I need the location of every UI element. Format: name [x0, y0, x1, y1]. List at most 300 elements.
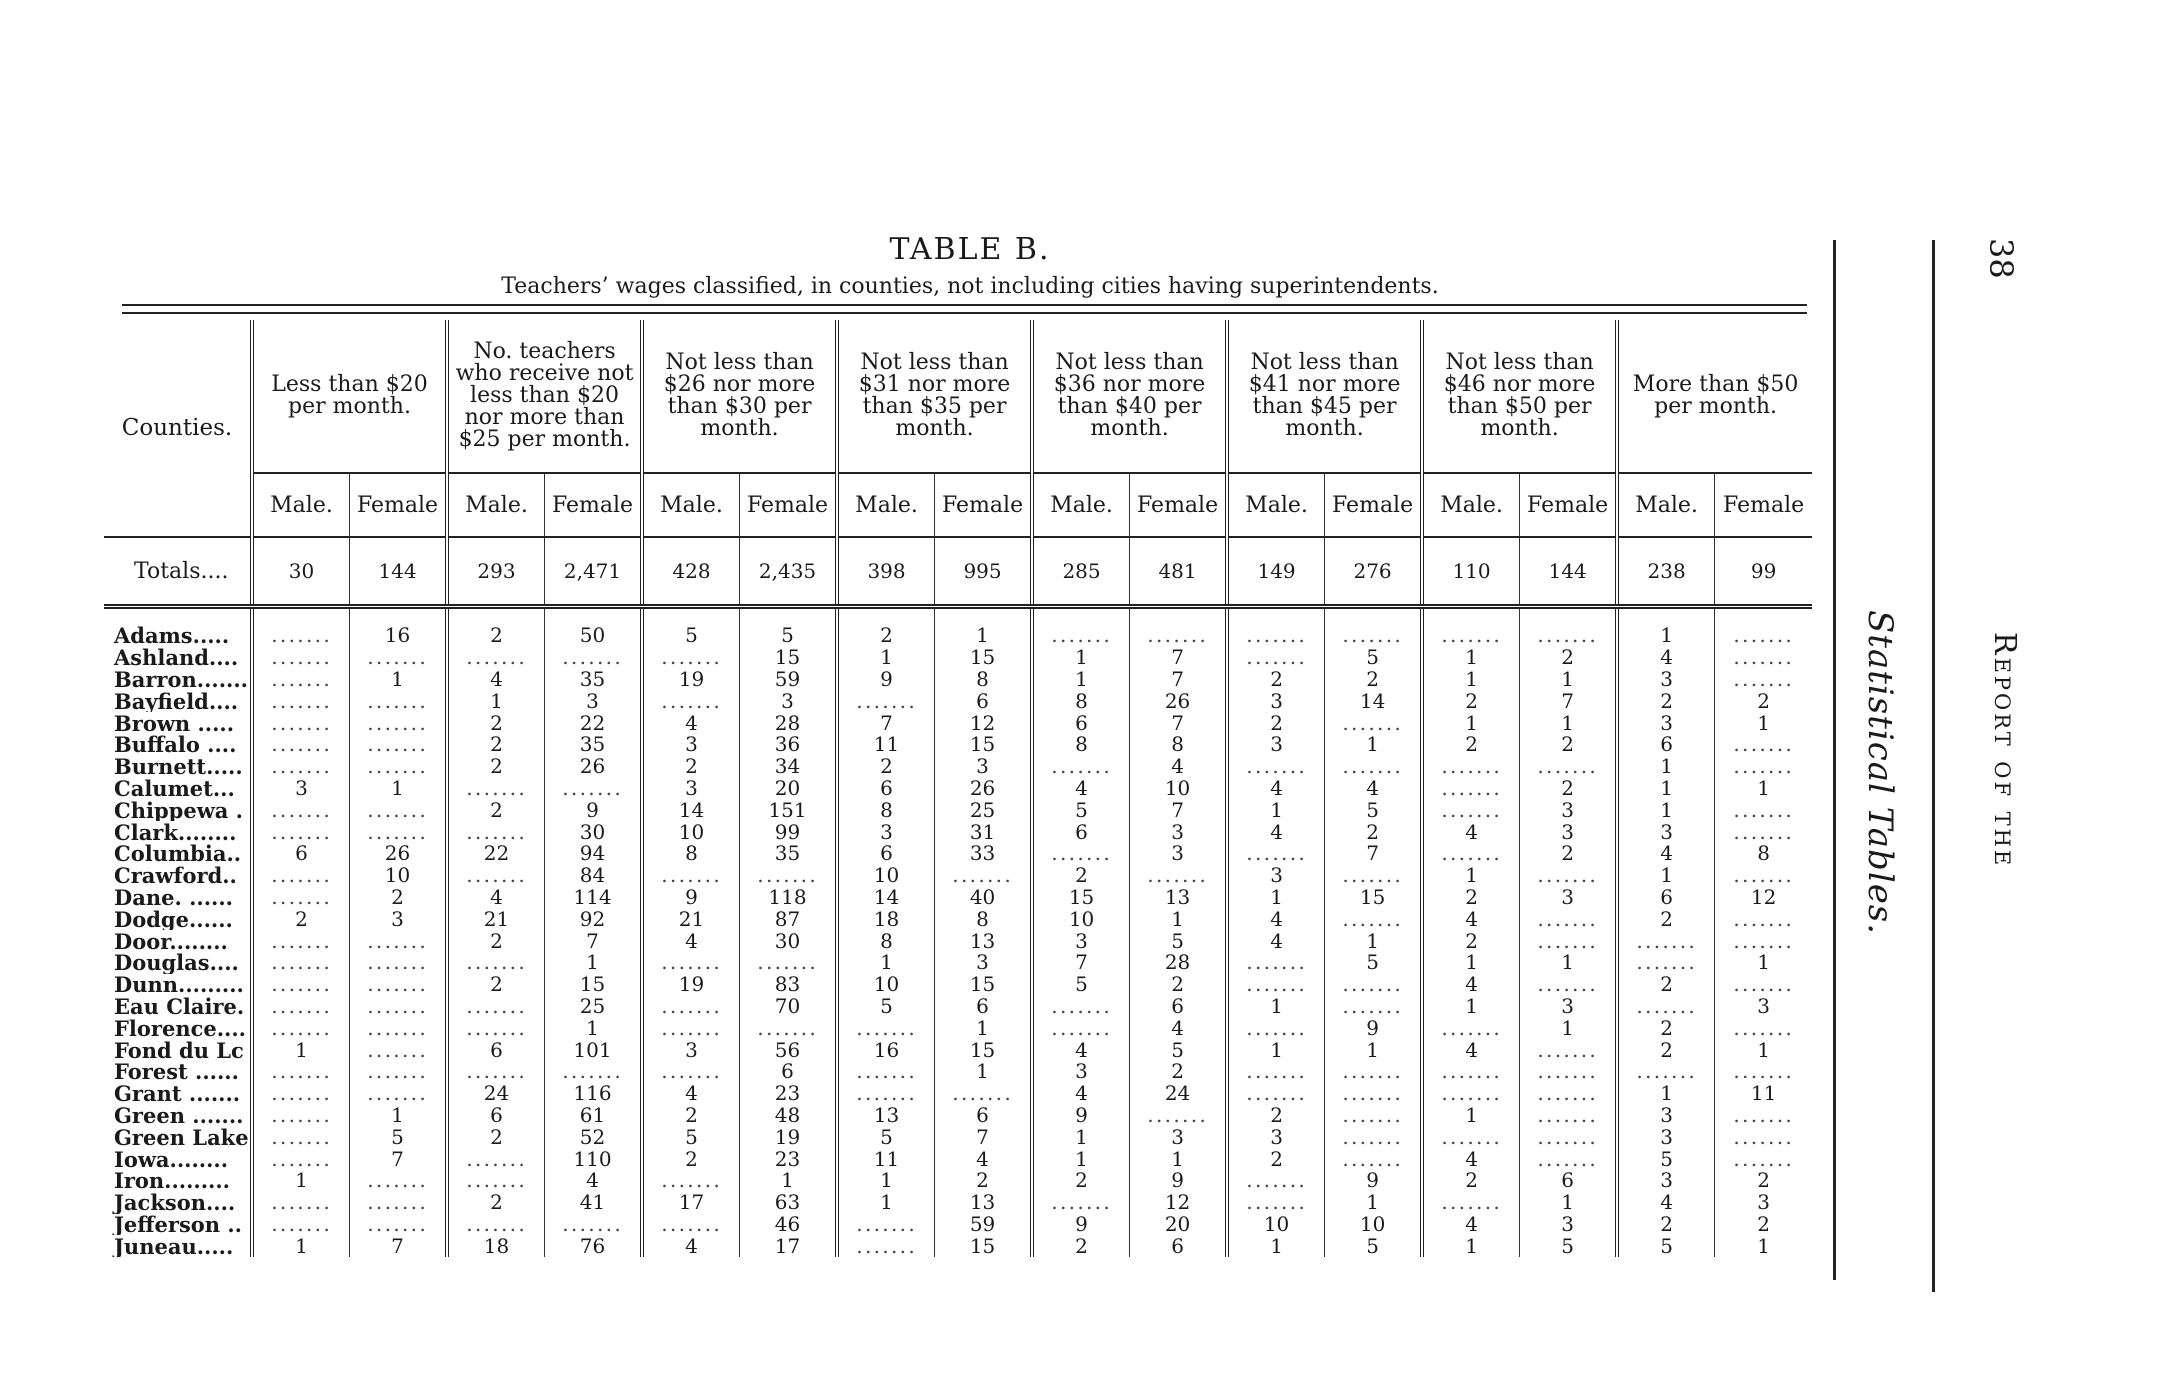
wage-count-cell: 7 [1032, 952, 1130, 974]
county-name: Crawford.. [114, 864, 237, 887]
wage-count-cell: 1 [1032, 669, 1130, 691]
spacer-row [104, 607, 1812, 626]
leader-dots [1715, 1017, 1813, 1039]
wage-count-cell: 1 [1520, 669, 1618, 691]
wage-count-cell: 1 [1715, 1039, 1813, 1061]
wage-count-cell: 8 [1032, 734, 1130, 756]
totals-cell: 99 [1715, 537, 1813, 607]
leader-dots-mark: ․․․․․․․ [1441, 841, 1502, 866]
leader-dots-mark: ․․․․․․․ [1537, 1124, 1598, 1149]
wage-count-cell: 6 [740, 1061, 838, 1083]
wage-count-cell: 4 [1227, 778, 1325, 800]
wage-count-cell: 2 [1227, 1148, 1325, 1170]
leader-dots [642, 690, 740, 712]
wage-count-cell: 6 [837, 778, 935, 800]
wage-count-cell: 1 [1715, 1235, 1813, 1257]
wage-count-cell: 1 [1617, 799, 1715, 821]
leader-dots-mark: ․․․․․․․ [1733, 645, 1794, 670]
county-row [104, 996, 1812, 1018]
county-row [104, 647, 1812, 669]
wage-count-cell: 26 [545, 756, 643, 778]
leader-dots [447, 1170, 545, 1192]
leader-dots [1617, 952, 1715, 974]
totals-cell: 2,435 [740, 537, 838, 607]
leader-dots [1617, 930, 1715, 952]
wage-count-cell: 4 [1617, 647, 1715, 669]
wage-count-cell: 28 [740, 712, 838, 734]
wage-count-cell: 1 [252, 1170, 350, 1192]
leader-dots-mark: ․․․․․․․ [562, 1059, 623, 1084]
leader-dots [350, 1061, 448, 1083]
leader-dots-mark: ․․․․․․․ [1733, 1102, 1794, 1127]
leader-dots [545, 1211, 643, 1236]
county-name: Dane. ...... [114, 886, 233, 909]
wage-count-cell: 4 [642, 712, 740, 734]
wage-count-cell: 1 [350, 1105, 448, 1127]
leader-dots-mark: ․․․․․․․ [856, 1211, 917, 1236]
wage-count-cell: 20 [740, 778, 838, 800]
wage-count-cell: 30 [545, 821, 643, 843]
wage-count-cell: 1 [1422, 952, 1520, 974]
leader-dots [1325, 865, 1423, 887]
leader-dots-mark: ․․․․․․․ [1342, 710, 1403, 735]
leader-dots-mark: ․․․․․․․ [466, 863, 527, 888]
wage-count-cell: 2 [837, 625, 935, 647]
wage-count-cell: 6 [252, 843, 350, 865]
county-name: Iowa........ [114, 1148, 229, 1170]
wage-count-cell: 6 [1520, 1170, 1618, 1192]
leader-dots [447, 775, 545, 800]
leader-dots-mark: ․․․․․․․ [1537, 906, 1598, 931]
leader-dots [545, 1061, 643, 1083]
county-name: Douglas.... [114, 951, 239, 974]
leader-dots-mark: ․․․․․․․ [661, 688, 722, 713]
leader-dots-mark: ․․․․․․․ [466, 1015, 527, 1040]
leader-dots [1715, 799, 1813, 821]
totals-cell: 144 [350, 537, 448, 607]
county-name: Brown ..... [114, 712, 235, 734]
leader-dots-mark: ․․․․․․․ [271, 1081, 332, 1106]
wage-count-cell: 3 [1715, 1192, 1813, 1214]
leader-dots [1325, 993, 1423, 1018]
leader-dots-mark: ․․․․․․․ [1342, 863, 1403, 888]
wage-count-cell: 2 [1227, 712, 1325, 734]
leader-dots [1325, 1126, 1423, 1148]
leader-dots [837, 1017, 935, 1039]
wage-group-header: Not less than $36 nor more than $40 per month. [1032, 320, 1227, 473]
female-column-header: Female [1325, 473, 1423, 537]
wage-count-cell: 1 [1422, 1105, 1520, 1127]
leader-dots [1715, 1102, 1813, 1127]
wage-count-cell: 5 [1032, 799, 1130, 821]
wage-count-cell: 1 [1227, 887, 1325, 909]
leader-dots [1715, 756, 1813, 778]
wage-count-cell: 4 [1617, 1192, 1715, 1214]
wage-group-header: Not less than $31 nor more than $35 per month. [837, 320, 1032, 473]
wage-count-cell: 6 [1032, 821, 1130, 843]
leader-dots [252, 993, 350, 1018]
leader-dots-mark: ․․․․․․․ [661, 993, 722, 1018]
wage-count-cell: 61 [545, 1105, 643, 1127]
wage-group-header: Not less than $26 nor more than $30 per month. [642, 320, 837, 473]
leader-dots-mark: ․․․․․․․ [1246, 1190, 1307, 1215]
wage-count-cell: 3 [935, 952, 1033, 974]
totals-cell: 144 [1520, 537, 1618, 607]
wage-count-cell: 1 [1617, 778, 1715, 800]
wage-count-cell: 9 [642, 887, 740, 909]
leader-dots [350, 1192, 448, 1214]
leader-dots-mark: ․․․․․․․ [271, 993, 332, 1018]
wage-count-cell: 7 [1130, 799, 1228, 821]
leader-dots-mark: ․․․․․․․ [1537, 863, 1598, 888]
leader-dots-mark: ․․․․․․․ [1051, 623, 1112, 648]
wage-count-cell: 11 [837, 1148, 935, 1170]
wage-count-cell: 2 [447, 712, 545, 734]
wage-count-cell: 15 [935, 734, 1033, 756]
wage-count-cell: 1 [1130, 1148, 1228, 1170]
leader-dots-mark: ․․․․․․․ [1636, 950, 1697, 975]
leader-dots [935, 1083, 1033, 1105]
wage-count-cell: 83 [740, 974, 838, 996]
leader-dots [1325, 625, 1423, 647]
leader-dots-mark: ․․․․․․․ [367, 819, 428, 844]
leader-dots-mark: ․․․․․․․ [1246, 950, 1307, 975]
male-column-header: Male. [1617, 473, 1715, 537]
leader-dots-mark: ․․․․․․․ [1537, 1102, 1598, 1127]
wage-count-cell: 1 [837, 647, 935, 669]
wage-count-cell: 41 [545, 1192, 643, 1214]
wage-count-cell: 3 [1227, 1126, 1325, 1148]
wage-count-cell: 5 [642, 625, 740, 647]
wage-count-cell: 48 [740, 1105, 838, 1127]
wage-count-cell: 6 [837, 843, 935, 865]
wage-count-cell: 8 [837, 930, 935, 952]
wage-count-cell: 84 [545, 865, 643, 887]
wage-count-cell: 6 [935, 996, 1033, 1018]
leader-dots-mark: ․․․․․․․ [1537, 972, 1598, 997]
leader-dots [447, 865, 545, 887]
wage-count-cell: 1 [1227, 799, 1325, 821]
wage-count-cell: 26 [1130, 690, 1228, 712]
wage-count-cell: 2 [350, 887, 448, 909]
wage-count-cell: 1 [1325, 1039, 1423, 1061]
leader-dots [252, 734, 350, 756]
wage-count-cell: 34 [740, 756, 838, 778]
county-row [104, 1126, 1812, 1148]
wage-count-cell: 1 [1617, 756, 1715, 778]
leader-dots-mark: ․․․․․․․ [466, 819, 527, 844]
leader-dots [1520, 756, 1618, 778]
wage-count-cell: 4 [1227, 930, 1325, 952]
wage-count-cell: 1 [1032, 1148, 1130, 1170]
wage-count-cell: 5 [1325, 799, 1423, 821]
wage-count-cell: 6 [447, 1105, 545, 1127]
wage-count-cell: 2 [837, 756, 935, 778]
wage-count-cell: 1 [252, 1235, 350, 1257]
wage-count-cell: 2 [1032, 865, 1130, 887]
leader-dots-mark: ․․․․․․․ [952, 1081, 1013, 1106]
leader-dots-mark: ․․․․․․․ [271, 688, 332, 713]
male-column-header: Male. [252, 473, 350, 537]
wage-count-cell: 1 [1715, 952, 1813, 974]
wage-count-cell: 2 [1227, 1105, 1325, 1127]
leader-dots [252, 884, 350, 909]
wage-count-cell: 2 [1617, 974, 1715, 996]
leader-dots [1130, 625, 1228, 647]
leader-dots [1032, 625, 1130, 647]
leader-dots-mark: ․․․․․․․ [466, 993, 527, 1018]
leader-dots [837, 1235, 935, 1257]
leader-dots [447, 1017, 545, 1039]
wage-count-cell: 6 [1032, 712, 1130, 734]
leader-dots-mark: ․․․․․․․ [271, 623, 332, 648]
wage-count-cell: 118 [740, 887, 838, 909]
leader-dots-mark: ․․․․․․․ [271, 884, 332, 909]
wage-count-cell: 4 [1422, 974, 1520, 996]
wage-count-cell: 1 [1325, 1192, 1423, 1214]
wage-count-cell: 10 [1032, 908, 1130, 930]
county-row [104, 821, 1812, 843]
wage-count-cell: 1 [1422, 1235, 1520, 1257]
wage-count-cell: 16 [837, 1039, 935, 1061]
wage-count-cell: 6 [1130, 1235, 1228, 1257]
wage-count-cell: 5 [1617, 1235, 1715, 1257]
wage-count-cell: 4 [1617, 843, 1715, 865]
wage-count-cell: 101 [545, 1039, 643, 1061]
leader-dots [1715, 1148, 1813, 1170]
male-column-header: Male. [1422, 473, 1520, 537]
wage-count-cell: 1 [935, 625, 1033, 647]
leader-dots-mark: ․․․․․․․ [1537, 623, 1598, 648]
wage-count-cell: 50 [545, 625, 643, 647]
leader-dots-mark: ․․․․․․․ [271, 645, 332, 670]
leader-dots-mark: ․․․․․․․ [1441, 1081, 1502, 1106]
wage-count-cell: 2 [447, 1192, 545, 1214]
wage-count-cell: 1 [1617, 865, 1715, 887]
totals-cell: 481 [1130, 537, 1228, 607]
page-rule-outer [1932, 240, 1935, 1292]
leader-dots [545, 647, 643, 669]
wage-count-cell: 2 [1422, 887, 1520, 909]
wage-count-cell: 3 [350, 908, 448, 930]
wage-count-cell: 23 [740, 1148, 838, 1170]
wage-count-cell: 15 [935, 1235, 1033, 1257]
wage-count-cell: 3 [1520, 996, 1618, 1018]
wage-count-cell: 2 [447, 799, 545, 821]
leader-dots-mark: ․․․․․․․ [466, 1168, 527, 1193]
leader-dots [447, 993, 545, 1018]
wage-count-cell: 2 [1422, 930, 1520, 952]
wage-count-cell: 9 [1325, 1170, 1423, 1192]
wage-count-cell: 10 [350, 865, 448, 887]
leader-dots-mark: ․․․․․․․ [367, 928, 428, 953]
leader-dots [1227, 756, 1325, 778]
leader-dots-mark: ․․․․․․․ [367, 1168, 428, 1193]
leader-dots [1715, 1126, 1813, 1148]
wage-count-cell: 3 [252, 778, 350, 800]
leader-dots-mark: ․․․․․․․ [1246, 645, 1307, 670]
wage-count-cell: 2 [1422, 1170, 1520, 1192]
wage-count-cell: 1 [1422, 865, 1520, 887]
leader-dots-mark: ․․․․․․․ [271, 754, 332, 779]
leader-dots-mark: ․․․․․․․ [1537, 1146, 1598, 1171]
male-column-header: Male. [1032, 473, 1130, 537]
county-row [104, 1214, 1812, 1236]
wage-count-cell: 35 [545, 734, 643, 756]
county-name: Dodge...... [114, 908, 233, 931]
leader-dots [1422, 1061, 1520, 1083]
leader-dots [350, 1017, 448, 1039]
wage-count-cell: 1 [1422, 712, 1520, 734]
wage-count-cell: 24 [447, 1083, 545, 1105]
leader-dots-mark: ․․․․․․․ [1537, 1059, 1598, 1084]
leader-dots-mark: ․․․․․․․ [367, 950, 428, 975]
wage-count-cell: 12 [935, 712, 1033, 734]
wage-count-cell: 10 [837, 974, 935, 996]
leader-dots [252, 821, 350, 843]
wage-count-cell: 8 [837, 799, 935, 821]
wage-count-cell: 3 [837, 821, 935, 843]
leader-dots [1227, 843, 1325, 865]
wage-count-cell: 3 [1520, 887, 1618, 909]
leader-dots [1715, 647, 1813, 669]
wage-count-cell: 3 [1520, 821, 1618, 843]
county-row [104, 669, 1812, 691]
leader-dots-mark: ․․․․․․․ [1733, 819, 1794, 844]
wage-count-cell: 1 [1422, 669, 1520, 691]
county-row [104, 799, 1812, 821]
county-name: Eau Claire. [114, 995, 245, 1018]
leader-dots-mark: ․․․․․․․ [271, 1211, 332, 1236]
leader-dots-mark: ․․․․․․․ [1733, 1146, 1794, 1171]
leader-dots [1227, 647, 1325, 669]
wage-count-cell: 99 [740, 821, 838, 843]
leader-dots-mark: ․․․․․․․ [661, 1168, 722, 1193]
wage-count-cell: 3 [1617, 821, 1715, 843]
leader-dots-mark: ․․․․․․․ [1342, 906, 1403, 931]
wage-count-cell: 56 [740, 1039, 838, 1061]
county-row [104, 712, 1812, 734]
totals-cell: 398 [837, 537, 935, 607]
wage-count-cell: 114 [545, 887, 643, 909]
county-name: Iron......... [114, 1169, 230, 1192]
wage-count-cell: 59 [740, 669, 838, 691]
wage-count-cell: 8 [1032, 690, 1130, 712]
totals-cell: 276 [1325, 537, 1423, 607]
wage-count-cell: 1 [1325, 734, 1423, 756]
wage-count-cell: 2 [447, 974, 545, 996]
county-name: Door........ [114, 930, 228, 952]
leader-dots [1227, 1192, 1325, 1214]
leader-dots-mark: ․․․․․․․ [1636, 928, 1697, 953]
wage-count-cell: 14 [1325, 690, 1423, 712]
wage-count-cell: 3 [1130, 821, 1228, 843]
wage-count-cell: 1 [837, 952, 935, 974]
wage-count-cell: 8 [1130, 734, 1228, 756]
county-row [104, 930, 1812, 952]
leader-dots-mark: ․․․․․․․ [1342, 1102, 1403, 1127]
leader-dots-mark: ․․․․․․․ [1246, 623, 1307, 648]
leader-dots [837, 690, 935, 712]
wage-count-cell: 2 [1032, 1170, 1130, 1192]
wage-count-cell: 14 [642, 799, 740, 821]
county-row [104, 734, 1812, 756]
county-name: Barron....... [114, 668, 248, 691]
leader-dots [1227, 1017, 1325, 1039]
table-body [104, 537, 1812, 1257]
leader-dots [1227, 974, 1325, 996]
leader-dots-mark: ․․․․․․․ [661, 1211, 722, 1236]
wage-count-cell: 15 [1325, 887, 1423, 909]
leader-dots [837, 1211, 935, 1236]
wage-count-cell: 5 [1325, 647, 1423, 669]
county-row [104, 974, 1812, 996]
leader-dots-mark: ․․․․․․․ [1733, 1015, 1794, 1040]
wage-count-cell: 63 [740, 1192, 838, 1214]
leader-dots [1715, 1061, 1813, 1083]
wage-count-cell: 2 [1422, 734, 1520, 756]
wage-count-cell: 8 [935, 908, 1033, 930]
leader-dots [447, 952, 545, 974]
leader-dots [837, 1061, 935, 1083]
leader-dots [642, 1061, 740, 1083]
leader-dots [1227, 952, 1325, 974]
group-header-row [104, 320, 1812, 473]
female-column-header: Female [935, 473, 1033, 537]
wage-count-cell: 3 [642, 1039, 740, 1061]
leader-dots-mark: ․․․․․․․ [1246, 1015, 1307, 1040]
leader-dots-mark: ․․․․․․․ [1636, 993, 1697, 1018]
wage-count-cell: 2 [252, 908, 350, 930]
leader-dots [350, 1170, 448, 1192]
leader-dots-mark: ․․․․․․․ [1342, 1146, 1403, 1171]
leader-dots-mark: ․․․․․․․ [466, 950, 527, 975]
wage-count-cell: 1 [837, 1170, 935, 1192]
wage-count-cell: 6 [1130, 996, 1228, 1018]
county-name: Green Lake [114, 1126, 249, 1149]
leader-dots [252, 756, 350, 778]
leader-dots [350, 821, 448, 843]
totals-cell: 293 [447, 537, 545, 607]
leader-dots [740, 952, 838, 974]
wage-count-cell: 116 [545, 1083, 643, 1105]
wage-count-cell: 21 [642, 908, 740, 930]
wage-count-cell: 3 [935, 756, 1033, 778]
leader-dots-mark: ․․․․․․․ [271, 928, 332, 953]
county-row [104, 1105, 1812, 1127]
leader-dots-mark: ․․․․․․․ [367, 993, 428, 1018]
leader-dots [447, 1211, 545, 1236]
wage-count-cell: 23 [740, 1083, 838, 1105]
wage-count-cell: 59 [935, 1214, 1033, 1236]
wage-count-cell: 5 [837, 1126, 935, 1148]
leader-dots-mark: ․․․․․․․ [271, 950, 332, 975]
leader-dots [447, 1148, 545, 1170]
leader-dots-mark: ․․․․․․․ [1342, 972, 1403, 997]
leader-dots-mark: ․․․․․․․ [1441, 1059, 1502, 1084]
leader-dots-mark: ․․․․․․․ [1246, 841, 1307, 866]
leader-dots-mark: ․․․․․․․ [466, 1059, 527, 1084]
leader-dots [350, 712, 448, 734]
leader-dots [1032, 993, 1130, 1018]
wage-count-cell: 4 [642, 1083, 740, 1105]
leader-dots [1422, 1192, 1520, 1214]
wage-count-cell: 3 [1130, 1126, 1228, 1148]
leader-dots-mark: ․․․․․․․ [1441, 775, 1502, 800]
wage-count-cell: 1 [1422, 996, 1520, 1018]
leader-dots-mark: ․․․․․․․ [1733, 1059, 1794, 1084]
county-row [104, 908, 1812, 930]
